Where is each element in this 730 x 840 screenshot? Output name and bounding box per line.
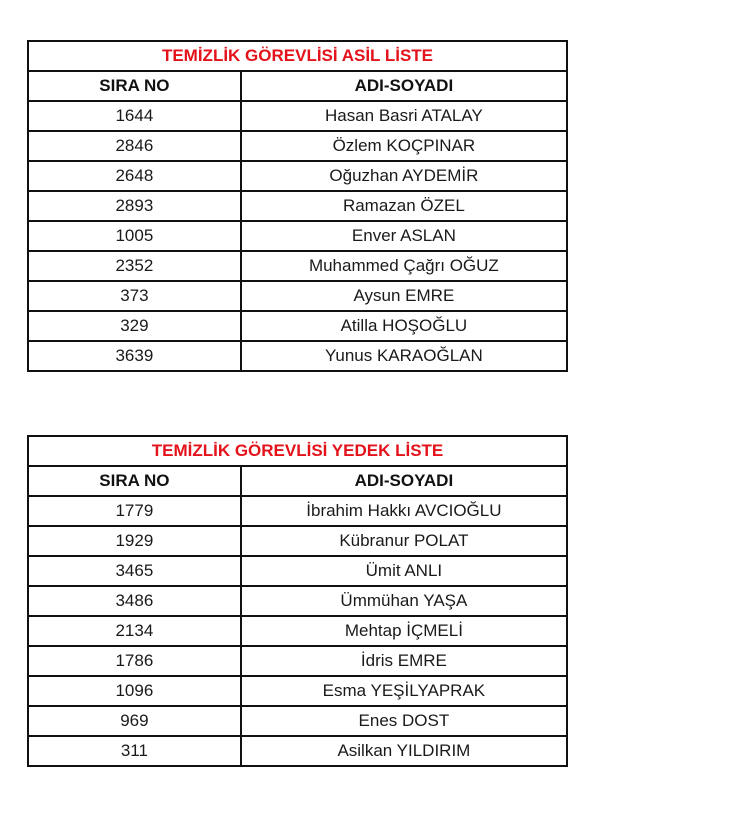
cell-name: İdris EMRE: [241, 646, 567, 676]
table-row: [28, 221, 567, 251]
cell-name: Atilla HOŞOĞLU: [241, 311, 567, 341]
column-header-name: ADI-SOYADI: [241, 466, 567, 496]
cell-name: Ümit ANLI: [241, 556, 567, 586]
table-row: [28, 496, 567, 526]
cell-no: 2893: [28, 191, 241, 221]
table-row: [28, 131, 567, 161]
table-row: [28, 281, 567, 311]
cell-name: Ümmühan YAŞA: [241, 586, 567, 616]
table-title: TEMİZLİK GÖREVLİSİ ASİL LİSTE: [28, 41, 567, 71]
table-header-row: [28, 466, 567, 496]
yedek-list-table: [27, 435, 568, 767]
table-row: [28, 646, 567, 676]
column-header-no: SIRA NO: [28, 71, 241, 101]
cell-name: Mehtap İÇMELİ: [241, 616, 567, 646]
table-row: [28, 736, 567, 766]
table-title-row: [28, 41, 567, 71]
cell-no: 2352: [28, 251, 241, 281]
column-header-no: SIRA NO: [28, 466, 241, 496]
table-row: [28, 341, 567, 371]
cell-no: 969: [28, 706, 241, 736]
cell-name: Esma YEŞİLYAPRAK: [241, 676, 567, 706]
table-header-row: [28, 71, 567, 101]
table-row: [28, 586, 567, 616]
cell-no: 2134: [28, 616, 241, 646]
cell-name: Oğuzhan AYDEMİR: [241, 161, 567, 191]
cell-name: Yunus KARAOĞLAN: [241, 341, 567, 371]
cell-no: 2846: [28, 131, 241, 161]
table-title-row: [28, 436, 567, 466]
cell-no: 311: [28, 736, 241, 766]
column-header-name: ADI-SOYADI: [241, 71, 567, 101]
cell-no: 1779: [28, 496, 241, 526]
cell-name: Muhammed Çağrı OĞUZ: [241, 251, 567, 281]
table-row: [28, 556, 567, 586]
table-row: [28, 101, 567, 131]
cell-name: Enes DOST: [241, 706, 567, 736]
cell-no: 1005: [28, 221, 241, 251]
table-row: [28, 676, 567, 706]
cell-name: Kübranur POLAT: [241, 526, 567, 556]
cell-no: 1096: [28, 676, 241, 706]
cell-no: 2648: [28, 161, 241, 191]
cell-no: 373: [28, 281, 241, 311]
asil-list-table: [27, 40, 568, 372]
table-title: TEMİZLİK GÖREVLİSİ YEDEK LİSTE: [28, 436, 567, 466]
cell-name: İbrahim Hakkı AVCIOĞLU: [241, 496, 567, 526]
cell-name: Özlem KOÇPINAR: [241, 131, 567, 161]
cell-no: 1929: [28, 526, 241, 556]
cell-no: 1786: [28, 646, 241, 676]
cell-name: Ramazan ÖZEL: [241, 191, 567, 221]
table-row: [28, 191, 567, 221]
cell-name: Hasan Basri ATALAY: [241, 101, 567, 131]
table-row: [28, 706, 567, 736]
table-row: [28, 616, 567, 646]
table-row: [28, 161, 567, 191]
cell-name: Aysun EMRE: [241, 281, 567, 311]
cell-name: Enver ASLAN: [241, 221, 567, 251]
cell-name: Asilkan YILDIRIM: [241, 736, 567, 766]
cell-no: 3486: [28, 586, 241, 616]
cell-no: 3639: [28, 341, 241, 371]
cell-no: 3465: [28, 556, 241, 586]
cell-no: 1644: [28, 101, 241, 131]
table-row: [28, 251, 567, 281]
cell-no: 329: [28, 311, 241, 341]
table-row: [28, 311, 567, 341]
table-row: [28, 526, 567, 556]
